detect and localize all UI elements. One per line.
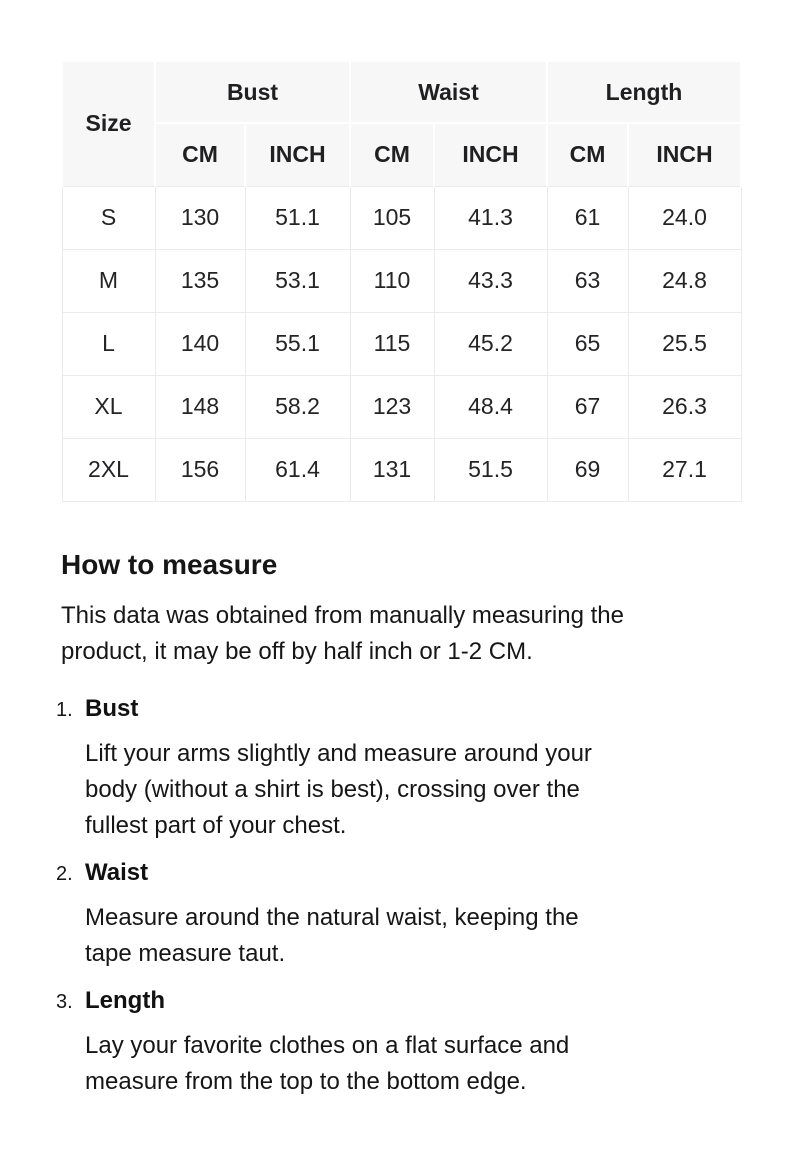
value-cell: 48.4: [434, 375, 547, 438]
unit-header-bust-inch: INCH: [245, 123, 350, 186]
size-cell: S: [62, 186, 155, 249]
value-cell: 27.1: [628, 438, 741, 501]
value-cell: 63: [547, 249, 628, 312]
value-cell: 61.4: [245, 438, 350, 501]
measure-step-bust: [56, 694, 740, 844]
value-cell: 65: [547, 312, 628, 375]
table-row-2xl: [62, 438, 741, 501]
disclaimer-line: product, it may be off by half inch or 1-2 CM.: [61, 637, 533, 665]
table-row-xl: [62, 375, 741, 438]
step-title: Bust: [85, 694, 139, 722]
value-cell: 105: [350, 186, 434, 249]
value-cell: 53.1: [245, 249, 350, 312]
unit-header-waist-cm: CM: [350, 123, 434, 186]
step-description: Lay your favorite clothes on a flat surface and measure from the top to the bottom edge.: [85, 1031, 570, 1095]
unit-header-length-cm: CM: [547, 123, 628, 186]
size-cell: XL: [62, 375, 155, 438]
value-cell: 55.1: [245, 312, 350, 375]
table-unit-header-row: [62, 123, 741, 186]
value-cell: 156: [155, 438, 245, 501]
value-cell: 115: [350, 312, 434, 375]
measure-steps-list: [56, 694, 740, 1100]
unit-header-bust-cm: CM: [155, 123, 245, 186]
value-cell: 67: [547, 375, 628, 438]
table-row-l: [62, 312, 741, 375]
unit-header-waist-inch: INCH: [434, 123, 547, 186]
value-cell: 140: [155, 312, 245, 375]
column-header-bust: Bust: [155, 61, 350, 123]
column-header-size: Size: [62, 61, 155, 186]
size-cell: M: [62, 249, 155, 312]
value-cell: 130: [155, 186, 245, 249]
section-title: How to measure: [61, 548, 278, 580]
value-cell: 135: [155, 249, 245, 312]
value-cell: 26.3: [628, 375, 741, 438]
table-row-m: [62, 249, 741, 312]
size-cell: L: [62, 312, 155, 375]
step-body: [85, 858, 740, 972]
measure-step-length: [56, 986, 740, 1100]
unit-header-length-inch: INCH: [628, 123, 741, 186]
step-body: [85, 694, 740, 844]
step-title: Waist: [85, 858, 149, 886]
value-cell: 24.0: [628, 186, 741, 249]
size-cell: 2XL: [62, 438, 155, 501]
column-header-length: Length: [547, 61, 741, 123]
step-body: [85, 986, 740, 1100]
table-group-header-row: [62, 61, 741, 123]
value-cell: 58.2: [245, 375, 350, 438]
value-cell: 45.2: [434, 312, 547, 375]
value-cell: 41.3: [434, 186, 547, 249]
value-cell: 131: [350, 438, 434, 501]
step-title: Length: [85, 986, 165, 1014]
value-cell: 51.5: [434, 438, 547, 501]
value-cell: 61: [547, 186, 628, 249]
value-cell: 69: [547, 438, 628, 501]
measure-step-waist: [56, 858, 740, 972]
step-number: 2.: [56, 862, 73, 885]
value-cell: 24.8: [628, 249, 741, 312]
value-cell: 123: [350, 375, 434, 438]
value-cell: 51.1: [245, 186, 350, 249]
how-to-measure-section: [56, 548, 740, 1100]
step-number: 3.: [56, 990, 73, 1013]
measure-disclaimer: [61, 598, 740, 670]
value-cell: 25.5: [628, 312, 741, 375]
disclaimer-line: This data was obtained from manually measuring the: [61, 601, 624, 629]
step-number: 1.: [56, 698, 73, 721]
size-chart-table: [61, 60, 742, 502]
value-cell: 43.3: [434, 249, 547, 312]
step-description: Measure around the natural waist, keeping the tape measure taut.: [85, 903, 579, 967]
table-row-s: [62, 186, 741, 249]
column-header-waist: Waist: [350, 61, 547, 123]
step-description: Lift your arms slightly and measure around your body (without a shirt is best), crossing over the fullest part of your chest.: [85, 739, 592, 839]
value-cell: 148: [155, 375, 245, 438]
value-cell: 110: [350, 249, 434, 312]
